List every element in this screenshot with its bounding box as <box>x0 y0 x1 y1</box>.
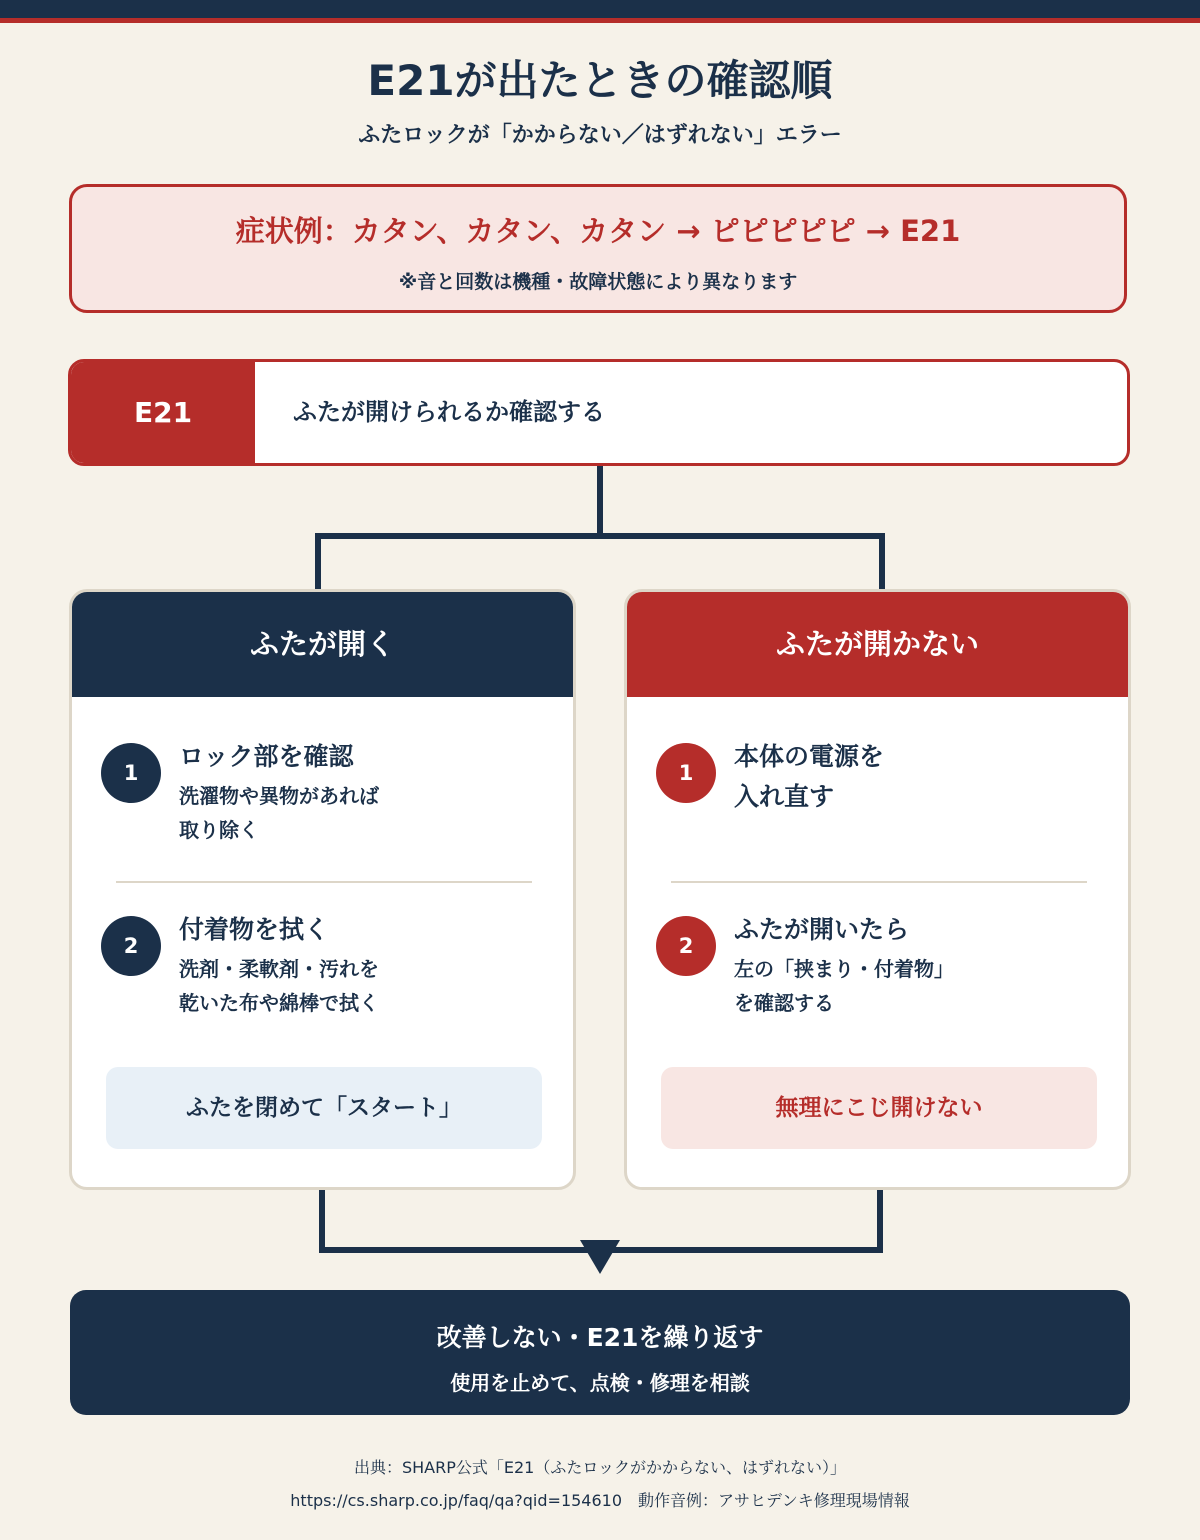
result-advice: 使用を止めて、点検・修理を相談 <box>450 1371 750 1395</box>
step-title: 付着物を拭く <box>179 915 330 944</box>
step-title: 本体の電源を 入れ直す <box>734 742 885 811</box>
error-code-tag: E21 <box>71 362 255 463</box>
symptom-box <box>69 184 1127 313</box>
top-navy-bar <box>0 0 1200 18</box>
symptom-example: 症状例：カタン、カタン、カタン → ピピピピピ → E21 <box>235 214 961 248</box>
error-code-box <box>68 359 1130 466</box>
page-title: E21が出たときの確認順 <box>367 56 833 105</box>
branch-title-lid-opens: ふたが開く <box>72 592 573 697</box>
result-box <box>70 1290 1130 1415</box>
split-connector <box>318 466 882 589</box>
merge-connector <box>322 1190 880 1250</box>
source-citation: 出典：SHARP公式「E21（ふたロックがかからない、はずれない）」 <box>353 1458 847 1477</box>
branch-card-lid-stuck <box>624 589 1131 1190</box>
top-red-stripe <box>0 18 1200 23</box>
step-number-badge: 2 <box>656 916 716 976</box>
step-number-badge: 1 <box>656 743 716 803</box>
source-url: https://cs.sharp.co.jp/faq/qa?qid=154610 動作音例：アサヒデンキ修理現場情報 <box>290 1491 910 1510</box>
step-title: ロック部を確認 <box>179 742 354 771</box>
step-description: 左の「挟まり・付着物」 を確認する <box>734 957 954 1015</box>
step-number-badge: 1 <box>101 743 161 803</box>
warning-do-not-force: 無理にこじ開けない <box>661 1067 1097 1149</box>
branch-card-lid-opens <box>69 589 576 1190</box>
step-number-badge: 2 <box>101 916 161 976</box>
step-title: ふたが開いたら <box>734 915 910 944</box>
step-divider <box>671 881 1087 883</box>
step-description: 洗濯物や異物があれば 取り除く <box>179 784 379 842</box>
error-code-instruction: ふたが開けられるか確認する <box>293 398 605 426</box>
symptom-note: ※音と回数は機種・故障状態により異なります <box>398 271 798 293</box>
result-condition: 改善しない・E21を繰り返す <box>436 1323 764 1352</box>
branch-title-lid-stuck: ふたが開かない <box>627 592 1128 697</box>
page-subtitle: ふたロックが「かからない／はずれない」エラー <box>358 123 842 148</box>
step-divider <box>116 881 532 883</box>
down-arrow-icon <box>580 1240 620 1274</box>
action-close-and-start: ふたを閉めて「スタート」 <box>106 1067 542 1149</box>
step-description: 洗剤・柔軟剤・汚れを 乾いた布や綿棒で拭く <box>179 957 379 1015</box>
